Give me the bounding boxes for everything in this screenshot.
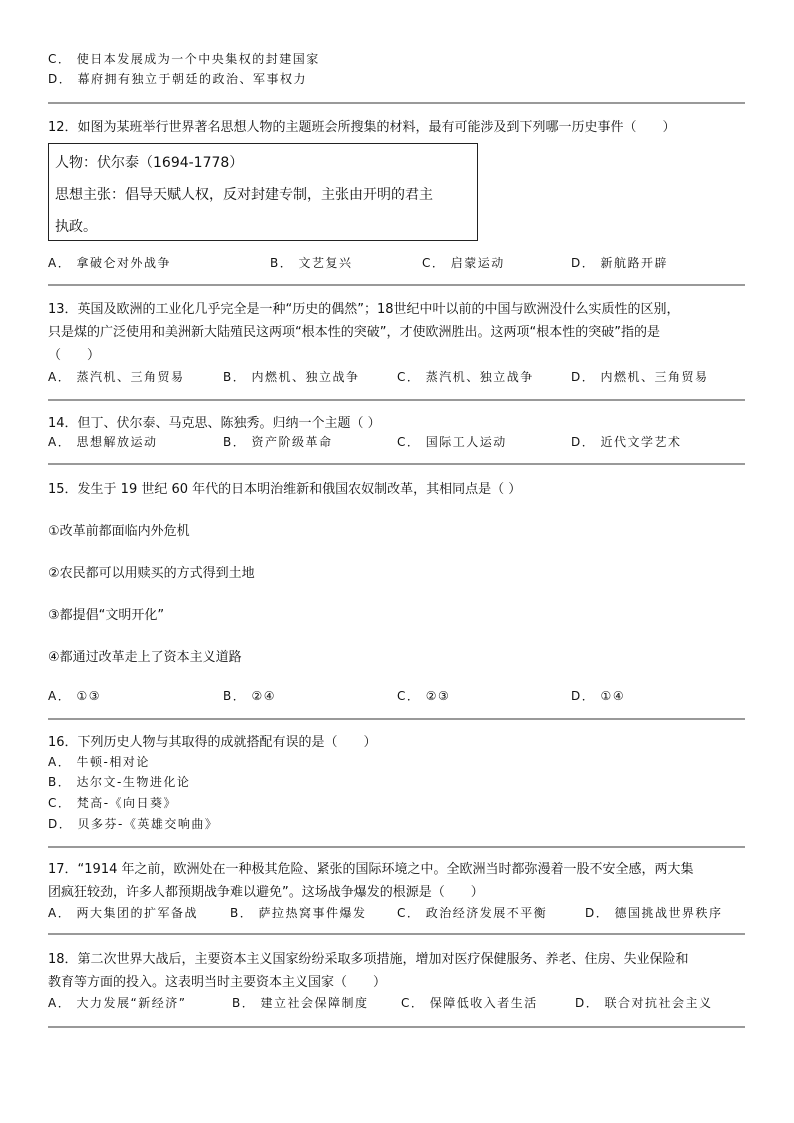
q12-box-line: 执政。 <box>55 219 97 235</box>
q12-stem: 12．如图为某班举行世界著名思想人物的主题班会所搜集的材料，最有可能涉及到下列哪一历史事件（ ） <box>48 120 676 135</box>
divider <box>48 463 745 465</box>
q15-option-d: D． ①④ <box>571 689 626 703</box>
q18-option-a: A． 大力发展“新经济” <box>48 996 187 1010</box>
q18-stem-line: 18．第二次世界大战后，主要资本主义国家纷纷采取多项措施，增加对医疗保健服务、养老、住房、失业保险和 <box>48 952 689 967</box>
q15-item: ④都通过改革走上了资本主义道路 <box>48 650 242 665</box>
q16-option-c: C． 梵高-《向日葵》 <box>48 796 178 810</box>
divider <box>48 399 745 401</box>
q15-options <box>48 687 748 703</box>
q18-option-b: B． 建立社会保障制度 <box>232 996 369 1010</box>
q18-option-c: C． 保障低收入者生活 <box>401 996 538 1010</box>
q14-option-a: A． 思想解放运动 <box>48 435 158 449</box>
q18-stem-line: 教育等方面的投入。这表明当时主要资本主义国家（ ） <box>48 975 387 990</box>
q17-option-b: B． 萨拉热窝事件爆发 <box>230 906 367 920</box>
q17-option-a: A． 两大集团的扩军备战 <box>48 906 199 920</box>
q13-stem-line: 只是煤的广泛使用和美洲新大陆殖民这两项“根本性的突破”，才使欧洲胜出。这两项“根本性的突破”指的是 <box>48 325 660 340</box>
q14-option-c: C． 国际工人运动 <box>397 435 507 449</box>
q12-option-b: B． 文艺复兴 <box>270 256 353 270</box>
divider <box>48 846 745 848</box>
divider <box>48 933 745 935</box>
q15-stem: 15．发生于 19 世纪 60 年代的日本明治维新和俄国农奴制改革，其相同点是（ ） <box>48 482 522 497</box>
q13-option-c: C． 蒸汽机、独立战争 <box>397 370 534 384</box>
q12-option-c: C． 启蒙运动 <box>422 256 505 270</box>
q15-item: ②农民都可以用赎买的方式得到土地 <box>48 566 255 581</box>
q14-stem: 14．但丁、伏尔泰、马克思、陈独秀。归纳一个主题（ ） <box>48 416 381 431</box>
q12-material-box <box>48 143 478 241</box>
q18-options <box>48 994 748 1010</box>
q16-stem: 16．下列历史人物与其取得的成就搭配有误的是（ ） <box>48 735 377 750</box>
q12-box-line: 思想主张：倡导天赋人权，反对封建专制，主张由开明的君主 <box>55 187 433 203</box>
q15-option-c: C． ②③ <box>397 689 451 703</box>
q16-option-a: A． 牛顿-相对论 <box>48 755 150 769</box>
divider <box>48 284 745 286</box>
divider <box>48 718 745 720</box>
divider <box>48 102 745 104</box>
q15-item: ③都提倡“文明开化” <box>48 608 165 623</box>
q17-stem-line: 17．“1914 年之前，欧洲处在一种极其危险、紧张的国际环境之中。全欧洲当时都弥漫着一股不安全感，两大集 <box>48 862 694 877</box>
q12-option-d: D． 新航路开辟 <box>571 256 669 270</box>
q18-option-d: D． 联合对抗社会主义 <box>575 996 713 1010</box>
q15-option-a: A． ①③ <box>48 689 102 703</box>
q13-options <box>48 368 748 384</box>
q12-option-a: A． 拿破仑对外战争 <box>48 256 172 270</box>
q15-item: ①改革前都面临内外危机 <box>48 524 190 539</box>
q16-option-d: D． 贝多芬-《英雄交响曲》 <box>48 817 219 831</box>
q14-option-b: B． 资产阶级革命 <box>223 435 333 449</box>
q13-option-d: D． 内燃机、三角贸易 <box>571 370 709 384</box>
q13-option-a: A． 蒸汽机、三角贸易 <box>48 370 185 384</box>
q11-option-d: D． 幕府拥有独立于朝廷的政治、军事权力 <box>48 72 308 86</box>
divider <box>48 1026 745 1028</box>
q17-stem-line: 团疯狂较劲，许多人都预期战争难以避免”。这场战争爆发的根源是（ ） <box>48 885 484 900</box>
q11-option-c: C． 使日本发展成为一个中央集权的封建国家 <box>48 52 320 66</box>
q13-option-b: B． 内燃机、独立战争 <box>223 370 360 384</box>
q17-option-c: C． 政治经济发展不平衡 <box>397 906 548 920</box>
q17-option-d: D． 德国挑战世界秩序 <box>585 906 723 920</box>
q17-options <box>48 904 748 920</box>
q14-options <box>48 433 748 449</box>
q14-option-d: D． 近代文学艺术 <box>571 435 682 449</box>
q12-box-line: 人物：伏尔泰（1694-1778） <box>55 155 244 171</box>
q15-option-b: B． ②④ <box>223 689 277 703</box>
q13-stem-line: （ ） <box>48 348 101 363</box>
q12-options <box>48 254 748 270</box>
q13-stem-line: 13．英国及欧洲的工业化几乎完全是一种“历史的偶然”；18世纪中叶以前的中国与欧洲没什么实质性的区别， <box>48 302 680 317</box>
q16-option-b: B． 达尔文-生物进化论 <box>48 775 191 789</box>
